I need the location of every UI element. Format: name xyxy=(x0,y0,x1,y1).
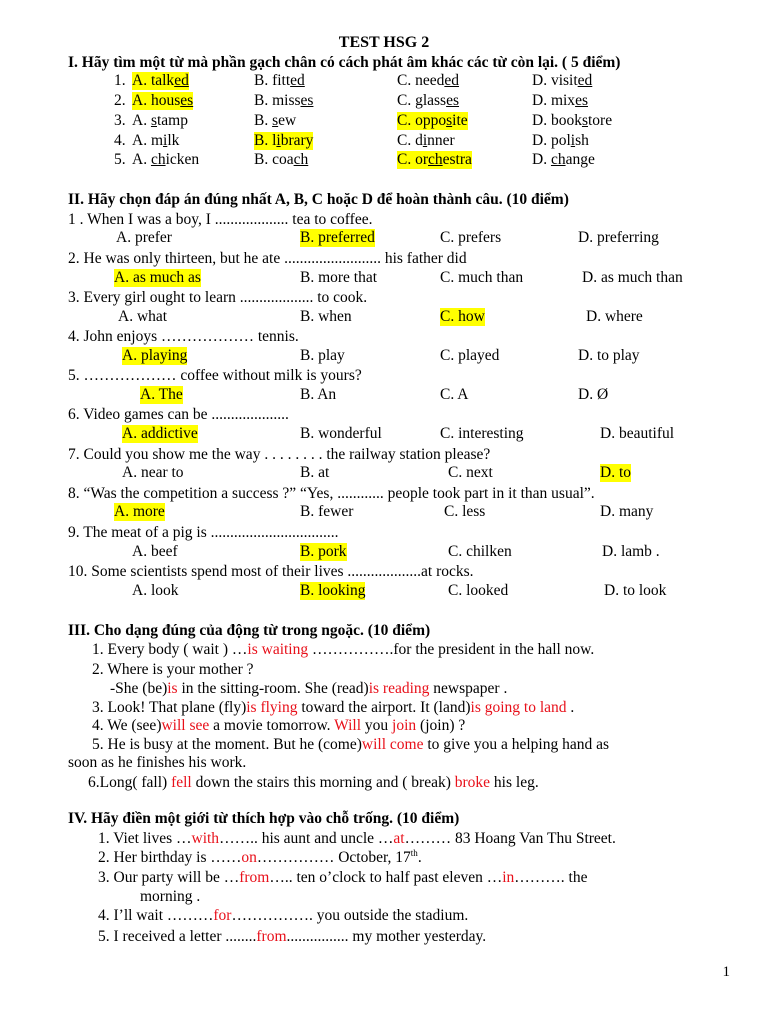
s1-row-5-option-a: A. chicken xyxy=(132,151,200,168)
s2-q5-option-d: D. Ø xyxy=(578,386,609,403)
s1-row-2-option-a: A. houses xyxy=(132,92,194,109)
s2-question-2: 2. He was only thirteen, but he ate ......................... his father did xyxy=(68,250,467,267)
s1-row-3-option-c: C. opposite xyxy=(397,112,468,129)
s2-q3-option-b: B. when xyxy=(300,308,352,325)
s2-question-10: 10. Some scientists spend most of their lives ...................at rocks. xyxy=(68,563,474,580)
s2-q3-option-d: D. where xyxy=(586,308,643,325)
s1-row-4-option-a: A. milk xyxy=(132,132,180,149)
s2-q9-option-a: A. beef xyxy=(132,543,178,560)
s1-row-2-option-c: C. glasses xyxy=(397,92,460,109)
s1-row-3-number: 3. xyxy=(114,112,126,129)
s1-row-4-number: 4. xyxy=(114,132,126,149)
s2-q7-option-c: C. next xyxy=(448,464,493,481)
s2-question-4: 4. John enjoys ……………… tennis. xyxy=(68,328,299,345)
s2-q8-option-c: C. less xyxy=(444,503,486,520)
s2-q3-option-c: C. how xyxy=(440,308,485,325)
s2-q9-option-d: D. lamb . xyxy=(602,543,660,560)
s2-q5-option-c: C. A xyxy=(440,386,469,403)
s3-line-7: 6.Long( fall) fell down the stairs this morning and ( break) broke his leg. xyxy=(88,774,539,791)
s3-line-4: 3. Look! That plane (fly)is flying toward the airport. It (land)is going to land . xyxy=(92,699,575,716)
s2-q6-option-c: C. interesting xyxy=(440,425,524,442)
s2-q2-option-b: B. more that xyxy=(300,269,378,286)
s2-q1-option-c: C. prefers xyxy=(440,229,502,246)
s2-q4-option-c: C. played xyxy=(440,347,500,364)
s2-q5-option-a: A. The xyxy=(140,386,183,403)
s1-row-1-option-d: D. visited xyxy=(532,72,593,89)
s3-line-6-cont: soon as he finishes his work. xyxy=(68,754,247,771)
s2-question-1: 1 . When I was a boy, I ................... tea to coffee. xyxy=(68,211,373,228)
s2-question-6: 6. Video games can be .................... xyxy=(68,406,289,423)
s1-row-2-option-d: D. mixes xyxy=(532,92,588,109)
s1-row-3-option-d: D. bookstore xyxy=(532,112,613,129)
s4-line-3-cont: morning . xyxy=(140,888,201,905)
s2-q6-option-a: A. addictive xyxy=(122,425,198,442)
page-number: 1 xyxy=(722,964,730,980)
s2-q2-option-a: A. as much as xyxy=(114,269,201,286)
s2-q4-option-d: D. to play xyxy=(578,347,640,364)
s2-q9-option-b: B. pork xyxy=(300,543,347,560)
s2-q7-option-d: D. to xyxy=(600,464,631,481)
s2-q10-option-a: A. look xyxy=(132,582,179,599)
s2-q1-option-a: A. prefer xyxy=(116,229,172,246)
s4-line-2: 2. Her birthday is ……on…………… October, 17th. xyxy=(98,847,422,866)
s2-q3-option-a: A. what xyxy=(118,308,168,325)
s1-row-2-number: 2. xyxy=(114,92,126,109)
s2-q7-option-b: B. at xyxy=(300,464,330,481)
s1-row-5-option-b: B. coach xyxy=(254,151,309,168)
s1-row-1-option-b: B. fitted xyxy=(254,72,305,89)
s1-row-5-option-c: C. orchestra xyxy=(397,151,472,168)
s3-line-2: 2. Where is your mother ? xyxy=(92,661,254,678)
s2-q5-option-b: B. An xyxy=(300,386,337,403)
s2-q1-option-d: D. preferring xyxy=(578,229,659,246)
s2-q2-option-d: D. as much than xyxy=(582,269,683,286)
s2-q8-option-b: B. fewer xyxy=(300,503,354,520)
s3-line-6: 5. He is busy at the moment. But he (come)will come to give you a helping hand as xyxy=(92,736,609,753)
s2-q10-option-b: B. looking xyxy=(300,582,366,599)
s2-q2-option-c: C. much than xyxy=(440,269,524,286)
s2-q1-option-b: B. preferred xyxy=(300,229,375,246)
s1-row-3-option-a: A. stamp xyxy=(132,112,188,129)
s2-q4-option-b: B. play xyxy=(300,347,345,364)
s3-line-5: 4. We (see)will see a movie tomorrow. Will you join (join) ? xyxy=(92,717,466,734)
s2-question-3: 3. Every girl ought to learn ................... to cook. xyxy=(68,289,368,306)
s3-line-3: -She (be)is in the sitting-room. She (read)is reading newspaper . xyxy=(110,680,508,697)
s2-question-8: 8. “Was the competition a success ?” “Yes, ............ people took part in it than usual”. xyxy=(68,485,595,502)
s2-q9-option-c: C. chilken xyxy=(448,543,512,560)
page-title: TEST HSG 2 xyxy=(338,34,430,51)
section-1-heading: I. Hãy tìm một từ mà phần gạch chân có cách phát âm khác các từ còn lại. ( 5 điểm) xyxy=(68,54,621,71)
s2-q10-option-d: D. to look xyxy=(604,582,667,599)
s1-row-4-option-d: D. polish xyxy=(532,132,589,149)
s2-question-9: 9. The meat of a pig is ................................. xyxy=(68,524,339,541)
s1-row-1-option-a: A. talked xyxy=(132,72,189,89)
s1-row-1-option-c: C. needed xyxy=(397,72,459,89)
s4-line-4: 4. I’ll wait ………for……………. you outside the stadium. xyxy=(98,907,469,924)
s4-line-3: 3. Our party will be …from….. ten o’clock to half past eleven …in………. the xyxy=(98,869,588,886)
s4-line-5: 5. I received a letter ........from................ my mother yesterday. xyxy=(98,928,487,945)
s2-q6-option-b: B. wonderful xyxy=(300,425,382,442)
s1-row-3-option-b: B. sew xyxy=(254,112,297,129)
s2-q4-option-a: A. playing xyxy=(122,347,188,364)
s2-q10-option-c: C. looked xyxy=(448,582,509,599)
s4-line-1: 1. Viet lives …with…….. his aunt and uncle …at……… 83 Hoang Van Thu Street. xyxy=(98,830,616,847)
s2-question-5: 5. ……………… coffee without milk is yours? xyxy=(68,367,362,384)
s3-answer-1: is waiting xyxy=(247,641,309,658)
s2-q6-option-d: D. beautiful xyxy=(600,425,675,442)
s3-line-1: 1. Every body ( wait ) …is waiting …………….for the president in the hall now. xyxy=(92,641,595,658)
s2-q8-option-d: D. many xyxy=(600,503,654,520)
s1-row-5-option-d: D. change xyxy=(532,151,595,168)
s2-question-7: 7. Could you show me the way . . . . . . . . the railway station please? xyxy=(68,446,491,463)
section-2-heading: II. Hãy chọn đáp án đúng nhất A, B, C hoặc D để hoàn thành câu. (10 điểm) xyxy=(68,191,569,208)
section-4-heading: IV. Hãy điền một giới từ thích hợp vào chỗ trống. (10 điểm) xyxy=(68,810,460,827)
s1-row-4-option-c: C. dinner xyxy=(397,132,455,149)
section-3-heading: III. Cho dạng đúng của động từ trong ngoặc. (10 điểm) xyxy=(68,622,431,639)
s1-row-5-number: 5. xyxy=(114,151,126,168)
s2-q8-option-a: A. more xyxy=(114,503,165,520)
s1-row-4-option-b: B. library xyxy=(254,132,314,149)
s1-row-1-number: 1. xyxy=(114,72,126,89)
s2-q7-option-a: A. near to xyxy=(122,464,184,481)
s1-row-2-option-b: B. misses xyxy=(254,92,314,109)
